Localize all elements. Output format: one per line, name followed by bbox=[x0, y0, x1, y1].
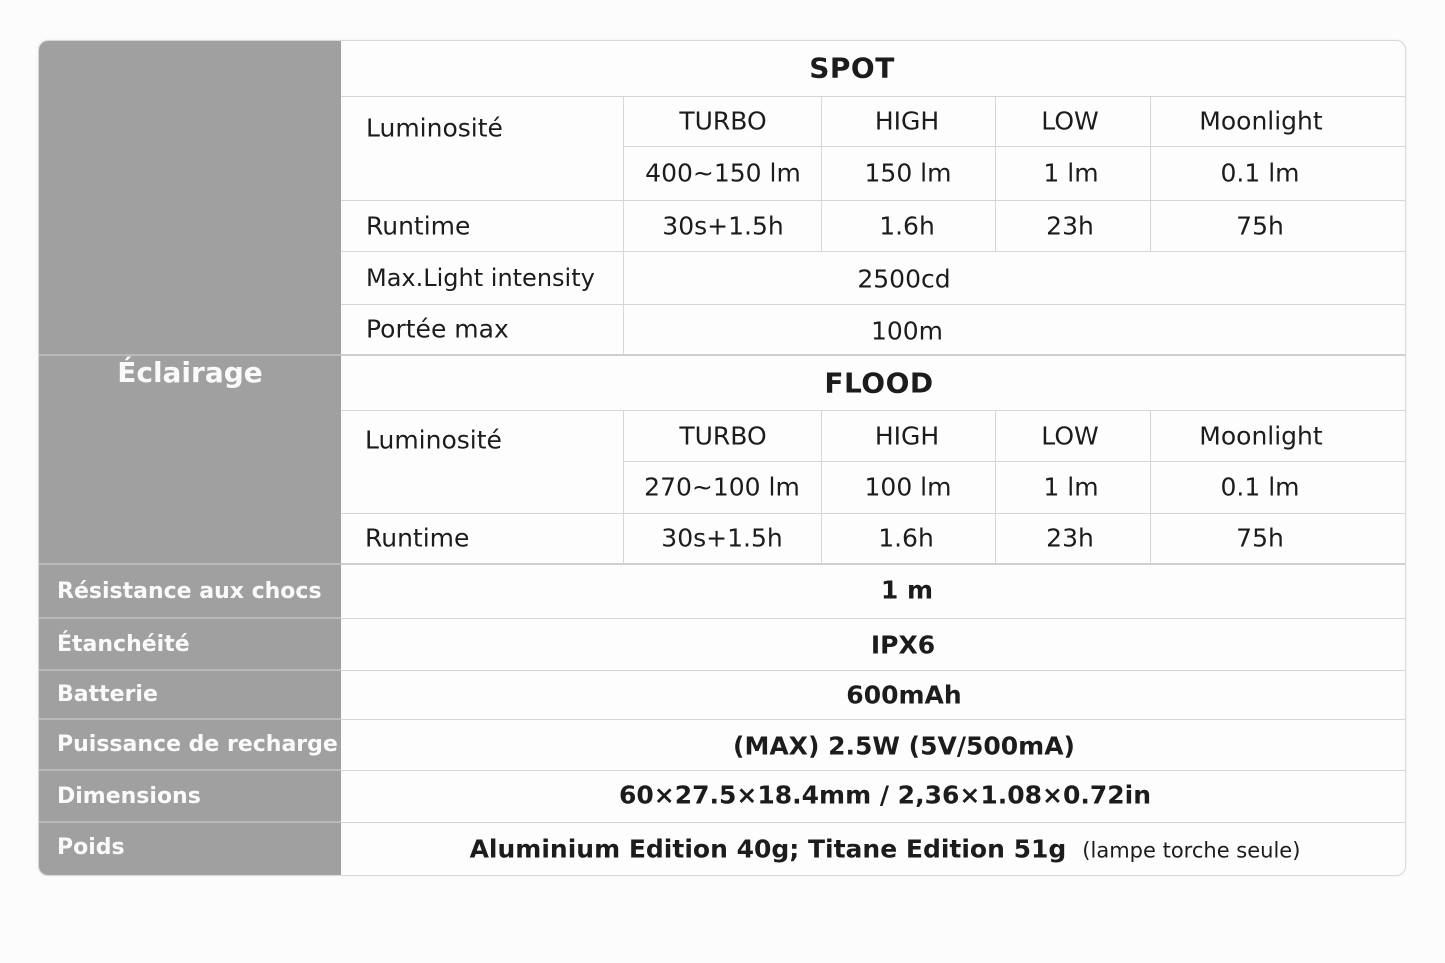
poids-main: Aluminium Edition 40g; Titane Edition 51g bbox=[469, 834, 1067, 864]
flood-lumens-turbo: 270~100 lm bbox=[644, 472, 800, 502]
spot-portee-label: Portée max bbox=[366, 314, 509, 344]
spot-runtime-turbo: 30s+1.5h bbox=[662, 211, 784, 241]
flood-title: FLOOD bbox=[824, 366, 934, 400]
spot-lumens-low: 1 lm bbox=[1043, 158, 1099, 188]
grid-line bbox=[341, 96, 1405, 97]
grid-line bbox=[341, 563, 1405, 565]
flood-mode-low: LOW bbox=[1041, 421, 1099, 451]
flood-lumens-low: 1 lm bbox=[1043, 472, 1099, 502]
spot-mode-turbo: TURBO bbox=[679, 106, 767, 136]
flood-lumens-high: 100 lm bbox=[864, 472, 952, 502]
flood-lumens-moonlight: 0.1 lm bbox=[1220, 472, 1300, 502]
batterie-value: 600mAh bbox=[846, 680, 962, 710]
flood-luminosite-label: Luminosité bbox=[365, 425, 502, 455]
poids-value bbox=[470, 835, 1301, 864]
spot-mode-moonlight: Moonlight bbox=[1199, 106, 1323, 136]
resistance-value: 1 m bbox=[880, 575, 934, 605]
grid-line bbox=[821, 410, 822, 563]
label-poids: Poids bbox=[57, 834, 125, 860]
grid-line bbox=[995, 410, 996, 563]
grid-line bbox=[341, 354, 1405, 356]
grid-line bbox=[623, 410, 624, 563]
spot-lumens-high: 150 lm bbox=[864, 158, 952, 188]
label-eclairage: Éclairage bbox=[117, 356, 263, 389]
spot-runtime-moonlight: 75h bbox=[1236, 211, 1284, 241]
grid-line bbox=[341, 251, 1405, 252]
grid-line bbox=[995, 96, 996, 251]
spot-title: SPOT bbox=[809, 51, 895, 85]
spec-table bbox=[38, 40, 1406, 876]
divider bbox=[39, 354, 341, 356]
grid-line bbox=[341, 513, 1405, 514]
flood-runtime-low: 23h bbox=[1046, 523, 1094, 553]
grid-line bbox=[623, 146, 1405, 147]
spot-runtime-label: Runtime bbox=[366, 211, 471, 241]
label-puissance: Puissance de recharge bbox=[57, 732, 338, 757]
grid-line bbox=[1150, 410, 1151, 563]
spot-runtime-low: 23h bbox=[1046, 211, 1094, 241]
grid-line bbox=[341, 410, 1405, 411]
grid-line bbox=[1150, 96, 1151, 251]
spot-runtime-high: 1.6h bbox=[879, 211, 935, 241]
grid-line bbox=[821, 96, 822, 251]
spot-lumens-turbo: 400~150 lm bbox=[645, 158, 801, 188]
grid-line bbox=[341, 670, 1405, 671]
spot-intensity-label: Max.Light intensity bbox=[366, 264, 595, 292]
grid-line bbox=[341, 770, 1405, 771]
spot-intensity-value: 2500cd bbox=[857, 264, 951, 294]
dimensions-value: 60×27.5×18.4mm / 2,36×1.08×0.72in bbox=[619, 780, 1151, 810]
flood-mode-high: HIGH bbox=[874, 421, 940, 451]
flood-runtime-label: Runtime bbox=[365, 523, 470, 553]
flood-mode-moonlight: Moonlight bbox=[1199, 421, 1323, 451]
grid-line bbox=[341, 200, 1405, 201]
flood-runtime-moonlight: 75h bbox=[1236, 523, 1284, 553]
label-dimensions: Dimensions bbox=[57, 783, 201, 809]
grid-line bbox=[341, 719, 1405, 720]
spot-lumens-moonlight: 0.1 lm bbox=[1220, 158, 1300, 188]
grid-line bbox=[341, 304, 1405, 305]
grid-line bbox=[341, 618, 1405, 619]
grid-line bbox=[623, 96, 624, 354]
label-etancheite: Étanchéité bbox=[57, 631, 190, 657]
grid-line bbox=[341, 822, 1405, 823]
puissance-value: (MAX) 2.5W (5V/500mA) bbox=[733, 731, 1075, 761]
flood-runtime-turbo: 30s+1.5h bbox=[661, 523, 783, 553]
spot-mode-high: HIGH bbox=[874, 106, 940, 136]
label-resistance: Résistance aux chocs bbox=[57, 578, 322, 604]
grid-line bbox=[623, 461, 1405, 462]
poids-note: (lampe torche seule) bbox=[1082, 838, 1301, 863]
spot-mode-low: LOW bbox=[1041, 106, 1099, 136]
flood-runtime-high: 1.6h bbox=[878, 523, 934, 553]
flood-mode-turbo: TURBO bbox=[679, 421, 767, 451]
spot-portee-value: 100m bbox=[870, 316, 944, 346]
etancheite-value: IPX6 bbox=[870, 630, 936, 660]
spot-luminosite-label: Luminosité bbox=[366, 113, 503, 143]
label-batterie: Batterie bbox=[57, 681, 158, 707]
